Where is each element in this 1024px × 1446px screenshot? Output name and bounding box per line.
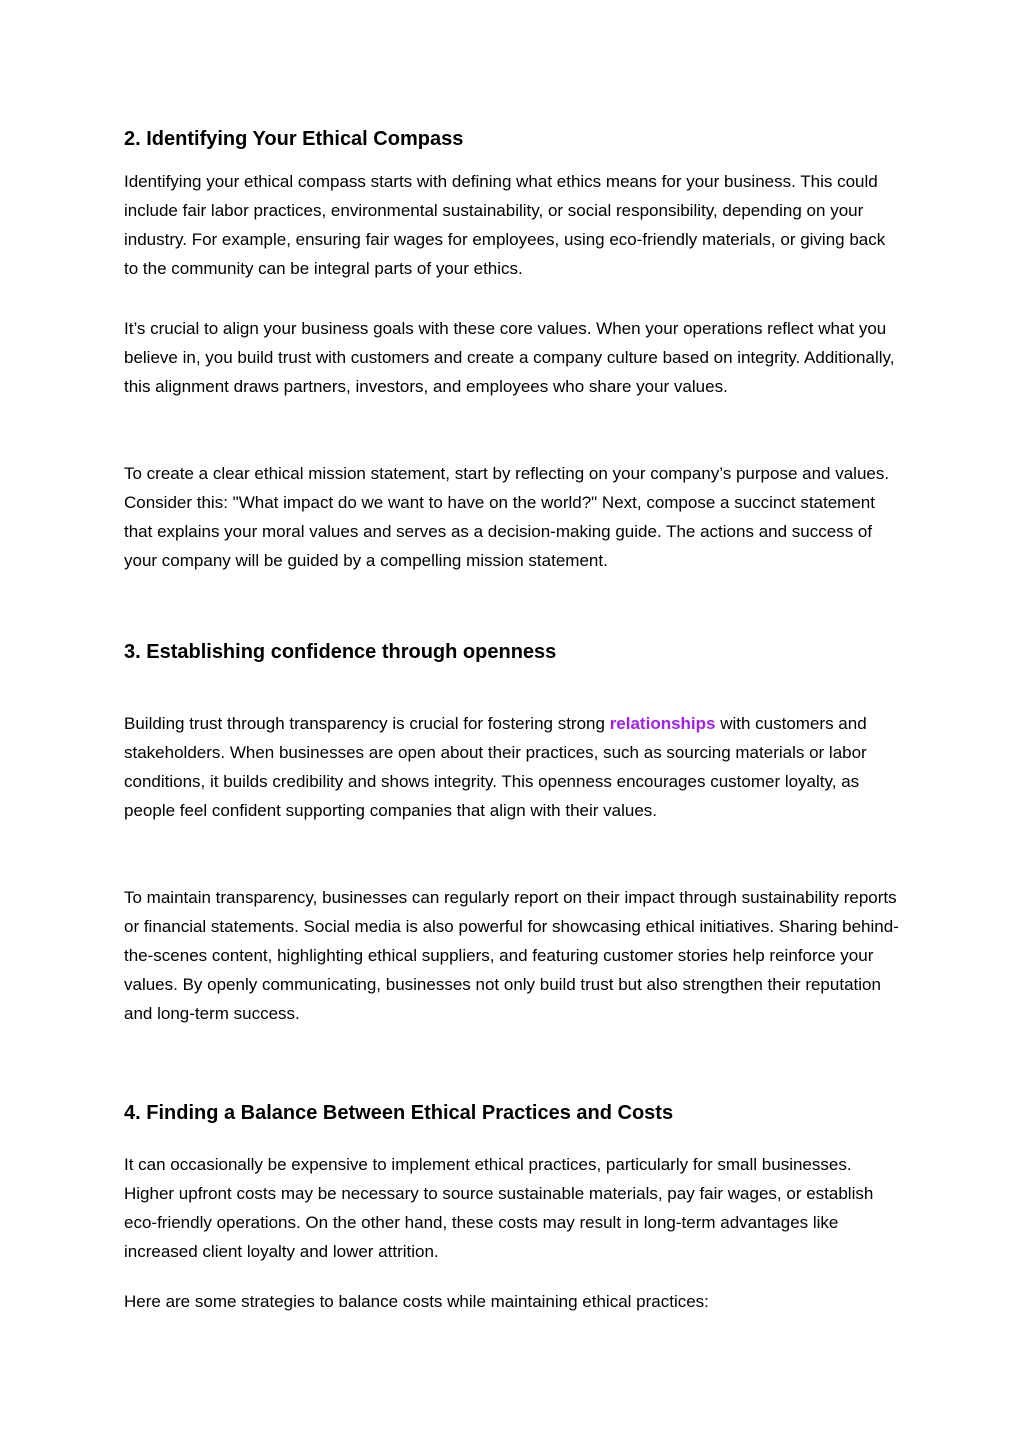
relationships-link[interactable]: relationships (609, 714, 716, 733)
section-4-paragraph-2: Here are some strategies to balance costs while maintaining ethical practices: (124, 1292, 709, 1311)
section-3-paragraph-1 (124, 709, 904, 825)
section-3-heading: 3. Establishing confidence through openness (124, 641, 557, 663)
section-3-paragraph-1-text-start: Building trust through transparency is crucial for fostering strong (124, 714, 610, 733)
section-3-paragraph-2: To maintain transparency, businesses can regularly report on their impact through sustainability reports or financial statements. Social media is also powerful for showcasing ethical initiatives. Sharing behind-the-scenes content, highlighting ethical suppliers, and featuring customer stories help reinforce your values. By openly communicating, businesses not only build trust but also strengthen their reputation and long-term success. (124, 888, 899, 1023)
section-3-paragraph-1-text-end: with customers and stakeholders. When businesses are open about their practices, such as sourcing materials or labor conditions, it builds credibility and shows integrity. This openness encourages customer loyalty, as people feel confident supporting companies that align with their values. (124, 714, 867, 820)
section-2-paragraph-2: It’s crucial to align your business goals with these core values. When your operations reflect what you believe in, you build trust with customers and create a company culture based on integrity. Additionally, this alignment draws partners, investors, and employees who share your values. (124, 319, 895, 396)
section-2-paragraph-3: To create a clear ethical mission statement, start by reflecting on your company’s purpose and values. Consider this: "What impact do we want to have on the world?" Next, compose a succinct statement that explains your moral values and serves as a decision-making guide. The actions and success of your company will be guided by a compelling mission statement. (124, 464, 890, 570)
section-4-heading: 4. Finding a Balance Between Ethical Practices and Costs (124, 1102, 674, 1124)
section-2-paragraph-1: Identifying your ethical compass starts with defining what ethics means for your business. This could include fair labor practices, environmental sustainability, or social responsibility, depending on your industry. For example, ensuring fair wages for employees, using eco-friendly materials, or giving back to the community can be integral parts of your ethics. (124, 172, 886, 278)
section-4-paragraph-1: It can occasionally be expensive to implement ethical practices, particularly for small businesses. Higher upfront costs may be necessary to source sustainable materials, pay fair wages, or establish eco-friendly operations. On the other hand, these costs may result in long-term advantages like increased client loyalty and lower attrition. (124, 1155, 874, 1261)
section-2-heading: 2. Identifying Your Ethical Compass (124, 128, 464, 150)
